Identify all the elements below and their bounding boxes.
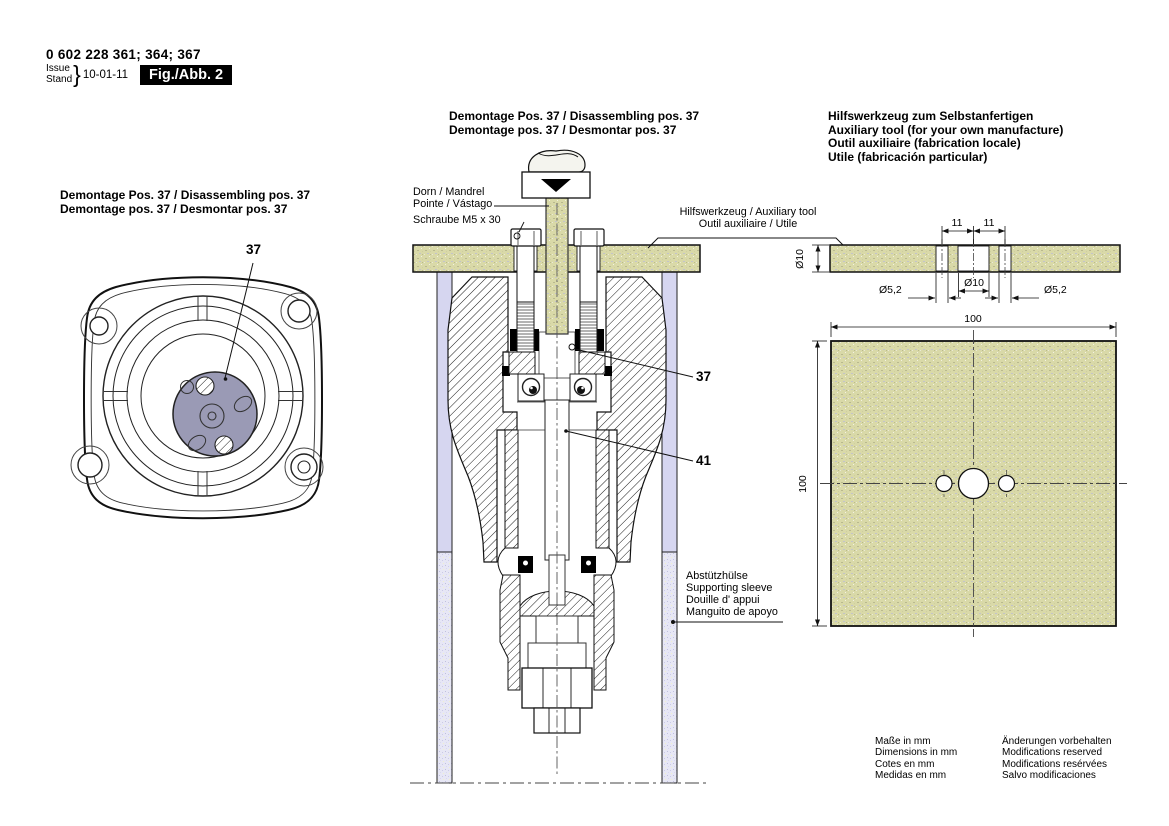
part-number: 0 602 228 361; 364; 367	[46, 47, 201, 62]
heading-center	[449, 110, 699, 137]
support-sleeve-label	[686, 570, 778, 618]
dim-thickness-text: Ø10	[793, 248, 806, 269]
heading-left	[60, 189, 310, 216]
knob-top	[529, 150, 585, 172]
spindle-tube-right	[596, 430, 609, 548]
heading-left-line1: Demontage Pos. 37 / Disassembling pos. 37	[60, 188, 311, 202]
aux-tool-side-view	[812, 226, 1120, 303]
footer-units-line3: Cotes en mm	[875, 758, 935, 770]
heading-center-line1: Demontage Pos. 37 / Disassembling pos. 37	[449, 109, 700, 123]
position-41-spindle: 41	[696, 453, 712, 468]
collet-body-right	[594, 575, 614, 690]
heading-right-line3: Outil auxiliaire (fabrication locale)	[828, 136, 1021, 150]
dim-square-height-wrap	[789, 470, 816, 497]
footer-mods-line1: Änderungen vorbehalten	[1002, 736, 1112, 747]
assembly-section-view	[410, 150, 848, 783]
dim-square-width-text: 100	[964, 313, 982, 325]
footer-mods-line4: Salvo modificaciones	[1002, 769, 1096, 781]
collet-body-left	[500, 575, 520, 690]
position-37-left: 37	[246, 242, 262, 257]
aux-tool-front-view	[812, 322, 1127, 637]
footer-units-line4: Medidas en mm	[875, 769, 947, 781]
footer-mods-line3: Modifications resérvées	[1002, 758, 1108, 770]
dim-small-hole-left-text: Ø5,2	[879, 284, 902, 296]
issue-date: 10-01-11	[82, 68, 129, 81]
mandrel-label-line1: Dorn / Mandrel	[413, 186, 485, 198]
heading-right-line4: Utile (fabricación particular)	[828, 149, 988, 164]
screw-label: Schraube M5 x 30	[413, 214, 501, 226]
ball-bearing-left	[518, 374, 544, 401]
dim-plate-thickness	[812, 245, 829, 272]
mandrel-label	[413, 186, 492, 210]
brace-glyph: }	[73, 61, 81, 87]
lower-seal-left	[518, 556, 533, 573]
footer-units-line2: Dimensions in mm	[875, 747, 958, 759]
seal-flange-disc	[173, 372, 257, 456]
aux-tool-label	[655, 206, 841, 230]
ball-bearing-right	[570, 374, 596, 401]
footer-units-line1: Maße in mm	[875, 736, 931, 747]
neck-curve-left	[498, 548, 505, 576]
heading-right-line2: Auxiliary tool (for your own manufacture)	[828, 122, 1064, 137]
aux-tool-label-line2: Outil auxiliaire / Utile	[698, 218, 798, 230]
sleeve-wall-left-bottom	[437, 552, 452, 783]
heading-left-line2: Demontage pos. 37 / Desmontar pos. 37	[60, 201, 288, 216]
disc-screw-bottom	[215, 436, 233, 454]
dim-center-hole-text: Ø10	[964, 277, 984, 289]
support-sleeve-line4: Manguito de apoyo	[686, 606, 778, 618]
dim-square-height-text: 100	[796, 474, 809, 493]
dim-small-hole-right-text: Ø5,2	[1044, 284, 1067, 296]
leader-support-sleeve	[671, 620, 783, 624]
aux-tool-label-line1: Hilfswerkzeug / Auxiliary tool	[679, 206, 817, 218]
dim-pitch-right-text: 11	[983, 217, 995, 229]
mandrel-label-line2: Pointe / Vástago	[413, 198, 493, 210]
stand-word: Stand	[46, 73, 73, 85]
support-sleeve-line3: Douille d' appui	[686, 594, 760, 606]
spindle-tube-left	[505, 430, 518, 548]
support-sleeve-line2: Supporting sleeve	[686, 582, 773, 594]
dim-thickness-wrap	[786, 245, 813, 272]
sleeve-wall-right-bottom	[662, 552, 677, 783]
flange-front-view	[71, 263, 323, 518]
footer-units	[875, 736, 957, 781]
support-sleeve-line1: Abstützhülse	[686, 570, 748, 582]
heading-center-line2: Demontage pos. 37 / Desmontar pos. 37	[449, 122, 677, 137]
footer-modifications	[1002, 736, 1112, 781]
heading-right-line1: Hilfswerkzeug zum Selbstanfertigen	[828, 109, 1034, 123]
front-hole-right	[999, 476, 1015, 492]
heading-right	[828, 110, 1063, 164]
footer-mods-line2: Modifications reserved	[1002, 747, 1103, 759]
front-hole-left	[936, 476, 952, 492]
disc-screw-top	[196, 377, 214, 395]
position-37-seal: 37	[696, 369, 712, 384]
issue-stand-block	[46, 61, 128, 88]
figure-label-box: Fig./Abb. 2	[140, 65, 232, 85]
lower-seal-right	[581, 556, 596, 573]
front-hole-center	[959, 469, 989, 499]
neck-curve-right	[609, 548, 616, 576]
issue-word: Issue	[46, 63, 70, 74]
dim-pitch-left-text: 11	[951, 217, 963, 229]
